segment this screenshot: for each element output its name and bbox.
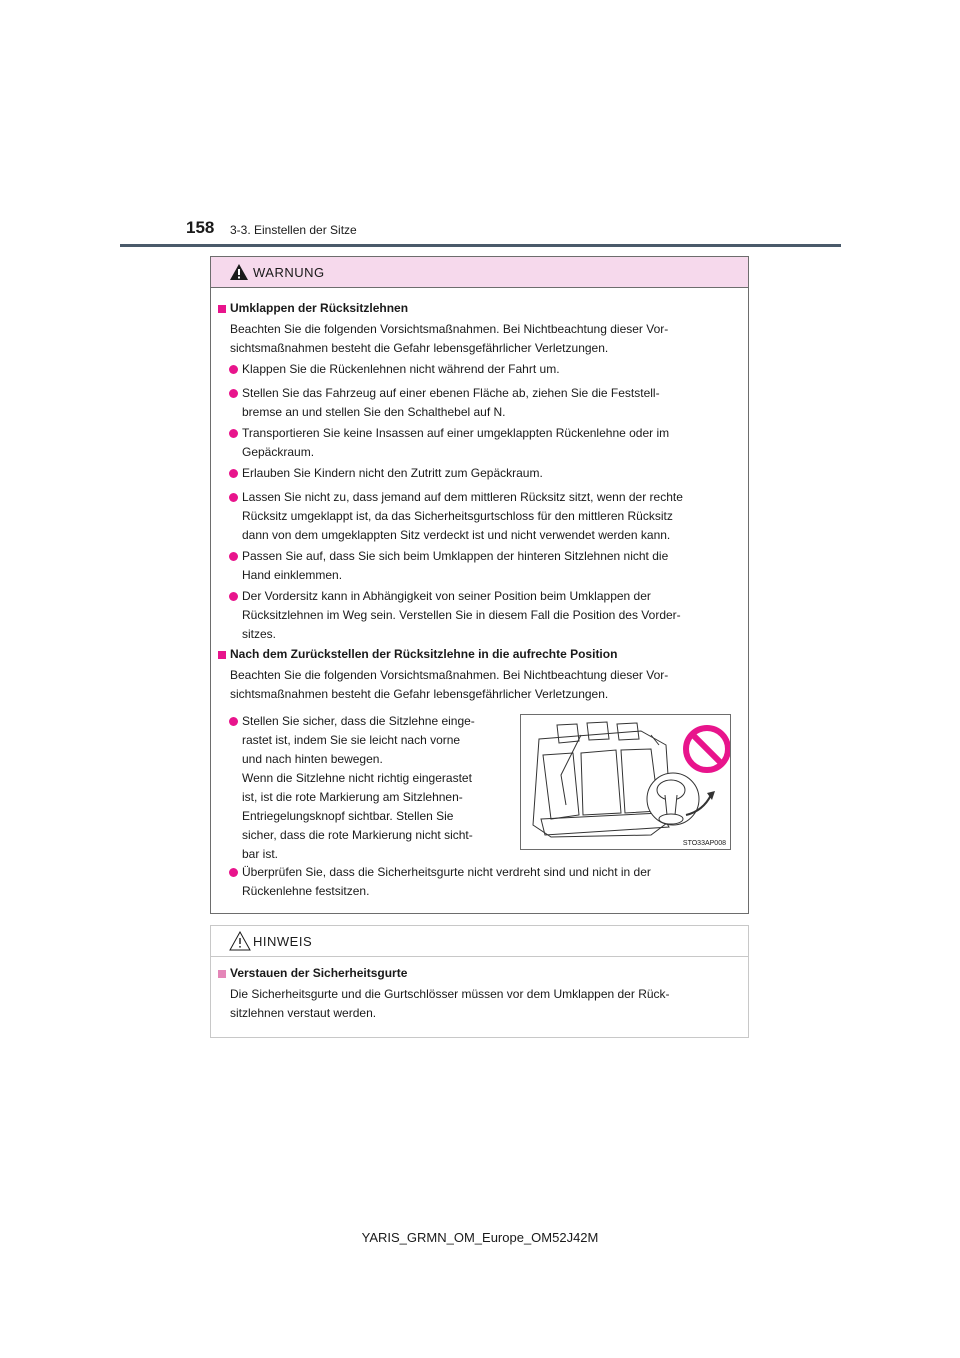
bullet-line: Gepäckraum.: [242, 445, 315, 459]
bullet-line: Wenn die Sitzlehne nicht richtig eingerastet: [242, 771, 472, 785]
section-heading: Nach dem Zurückstellen der Rücksitzlehne in die aufrechte Position: [230, 647, 618, 661]
bullet-line: Lassen Sie nicht zu, dass jemand auf dem mittleren Rücksitz sitzt, wenn der rechte: [242, 490, 683, 504]
bullet-dot-icon: [229, 365, 238, 374]
section-square-icon: [218, 651, 226, 659]
caution-triangle-icon: [229, 931, 251, 951]
bullet-line: rastet ist, indem Sie sie leicht nach vorne: [242, 733, 461, 747]
footer-doc-id: YARIS_GRMN_OM_Europe_OM52J42M: [361, 1230, 599, 1245]
bullet-dot-icon: [229, 592, 238, 601]
bullet-line: ist, ist die rote Markierung am Sitzlehnen-: [242, 790, 463, 804]
bullet-line: Hand einklemmen.: [242, 568, 343, 582]
bullet-line: Klappen Sie die Rückenlehnen nicht während der Fahrt um.: [242, 362, 560, 376]
paragraph-line: Beachten Sie die folgenden Vorsichtsmaßnahmen. Bei Nichtbeachtung dieser Vor-: [230, 322, 669, 336]
header-rule: [120, 244, 841, 247]
note-header: [211, 926, 748, 957]
bullet-line: Transportieren Sie keine Insassen auf einer umgeklappten Rückenlehne oder im: [242, 426, 670, 440]
bullet-line: sitzes.: [242, 627, 277, 641]
bullet-dot-icon: [229, 389, 238, 398]
paragraph-line: sitzlehnen verstaut werden.: [230, 1006, 377, 1020]
bullet-dot-icon: [229, 717, 238, 726]
figure-code: STO33AP008: [682, 840, 726, 847]
bullet-line: bremse an und stellen Sie den Schalthebel auf N.: [242, 405, 506, 419]
bullet-dot-icon: [229, 469, 238, 478]
no-entry-icon: [686, 728, 728, 770]
section-title: 3-3. Einstellen der Sitze: [230, 223, 357, 237]
seat-drawing: [521, 715, 731, 850]
bullet-line: und nach hinten bewegen.: [242, 752, 383, 766]
paragraph-line: sichtsmaßnahmen besteht die Gefahr lebensgefährlicher Verletzungen.: [230, 341, 609, 355]
seat-illustration: [520, 714, 731, 850]
bullet-line: sicher, dass die rote Markierung nicht sicht-: [242, 828, 473, 842]
bullet-line: Überprüfen Sie, dass die Sicherheitsgurte nicht verdreht sind und nicht in der: [242, 865, 651, 879]
bullet-dot-icon: [229, 552, 238, 561]
paragraph-line: Die Sicherheitsgurte und die Gurtschlösser müssen vor dem Umklappen der Rück-: [230, 987, 670, 1001]
paragraph-line: Beachten Sie die folgenden Vorsichtsmaßnahmen. Bei Nichtbeachtung dieser Vor-: [230, 668, 669, 682]
bullet-line: Stellen Sie sicher, dass die Sitzlehne einge-: [242, 714, 475, 728]
page-number: 158: [186, 218, 215, 237]
bullet-line: dann von dem umgeklappten Sitz verdeckt ist und nicht verwendet werden kann.: [242, 528, 671, 542]
bullet-dot-icon: [229, 429, 238, 438]
warning-header: [211, 257, 748, 288]
note-heading: Verstauen der Sicherheitsgurte: [230, 966, 408, 980]
bullet-line: Rückenlehne festsitzen.: [242, 884, 370, 898]
bullet-line: Rücksitzlehnen im Weg sein. Verstellen Sie in diesem Fall die Position des Vorder-: [242, 608, 681, 622]
warning-title: WARNUNG: [253, 265, 325, 280]
note-title: HINWEIS: [253, 934, 313, 949]
section-square-icon: [218, 305, 226, 313]
bullet-dot-icon: [229, 868, 238, 877]
warning-triangle-icon: [229, 263, 249, 281]
bullet-line: Der Vordersitz kann in Abhängigkeit von seiner Position beim Umklappen der: [242, 589, 651, 603]
bullet-line: bar ist.: [242, 847, 279, 861]
bullet-line: Erlauben Sie Kindern nicht den Zutritt zum Gepäckraum.: [242, 466, 543, 480]
bullet-line: Passen Sie auf, dass Sie sich beim Umklappen der hinteren Sitzlehnen nicht die: [242, 549, 669, 563]
bullet-dot-icon: [229, 493, 238, 502]
bullet-line: Stellen Sie das Fahrzeug auf einer ebenen Fläche ab, ziehen Sie die Feststell-: [242, 386, 660, 400]
section-heading: Umklappen der Rücksitzlehnen: [230, 301, 409, 315]
paragraph-line: sichtsmaßnahmen besteht die Gefahr lebensgefährlicher Verletzungen.: [230, 687, 609, 701]
section-square-icon: [218, 970, 226, 978]
bullet-line: Entriegelungsknopf sichtbar. Stellen Sie: [242, 809, 454, 823]
bullet-line: Rücksitz umgeklappt ist, da das Sicherheitsgurtschloss für den mittleren Rücksitz: [242, 509, 673, 523]
